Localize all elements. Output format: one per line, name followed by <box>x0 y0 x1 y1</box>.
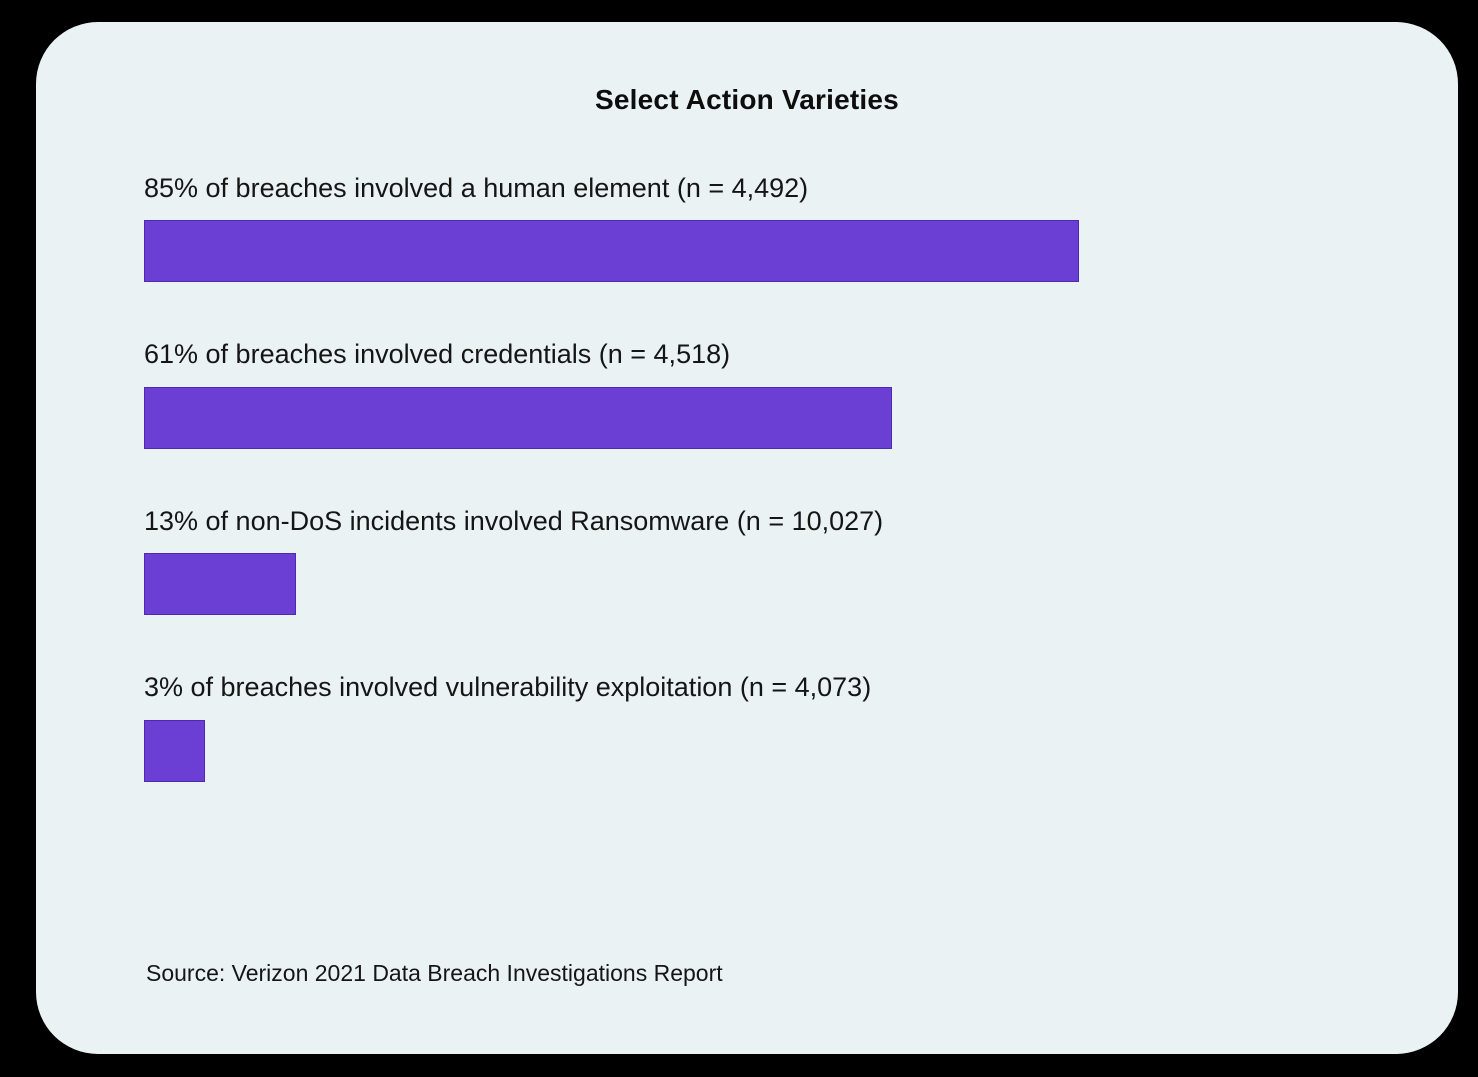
bar-group-ransomware <box>144 505 1398 615</box>
bar-chart <box>144 172 1398 838</box>
bar-track <box>144 553 1244 615</box>
bar-track <box>144 387 1244 449</box>
bar-group-credentials <box>144 338 1398 448</box>
bar-group-vulnerability-exploitation <box>144 671 1398 781</box>
bar-label: 85% of breaches involved a human element (n = 4,492) <box>144 173 809 203</box>
source-note: Source: Verizon 2021 Data Breach Investigations Report <box>146 960 723 986</box>
bar-label: 3% of breaches involved vulnerability exploitation (n = 4,073) <box>144 672 872 703</box>
bar-label: 13% of non-DoS incidents involved Ransomware (n = 10,027) <box>144 505 884 536</box>
bar-fill-credentials <box>144 387 892 449</box>
bar-fill-vulnerability-exploitation <box>144 720 205 782</box>
bar-fill-ransomware <box>144 553 296 615</box>
page-title: Select Action Varieties <box>595 84 899 115</box>
bar-track <box>144 720 1244 782</box>
bar-fill-human-element <box>144 220 1079 282</box>
bar-track <box>144 220 1244 282</box>
bar-label: 61% of breaches involved credentials (n = 4,518) <box>144 339 731 370</box>
bar-group-human-element <box>144 172 1398 282</box>
chart-card <box>36 22 1458 1054</box>
